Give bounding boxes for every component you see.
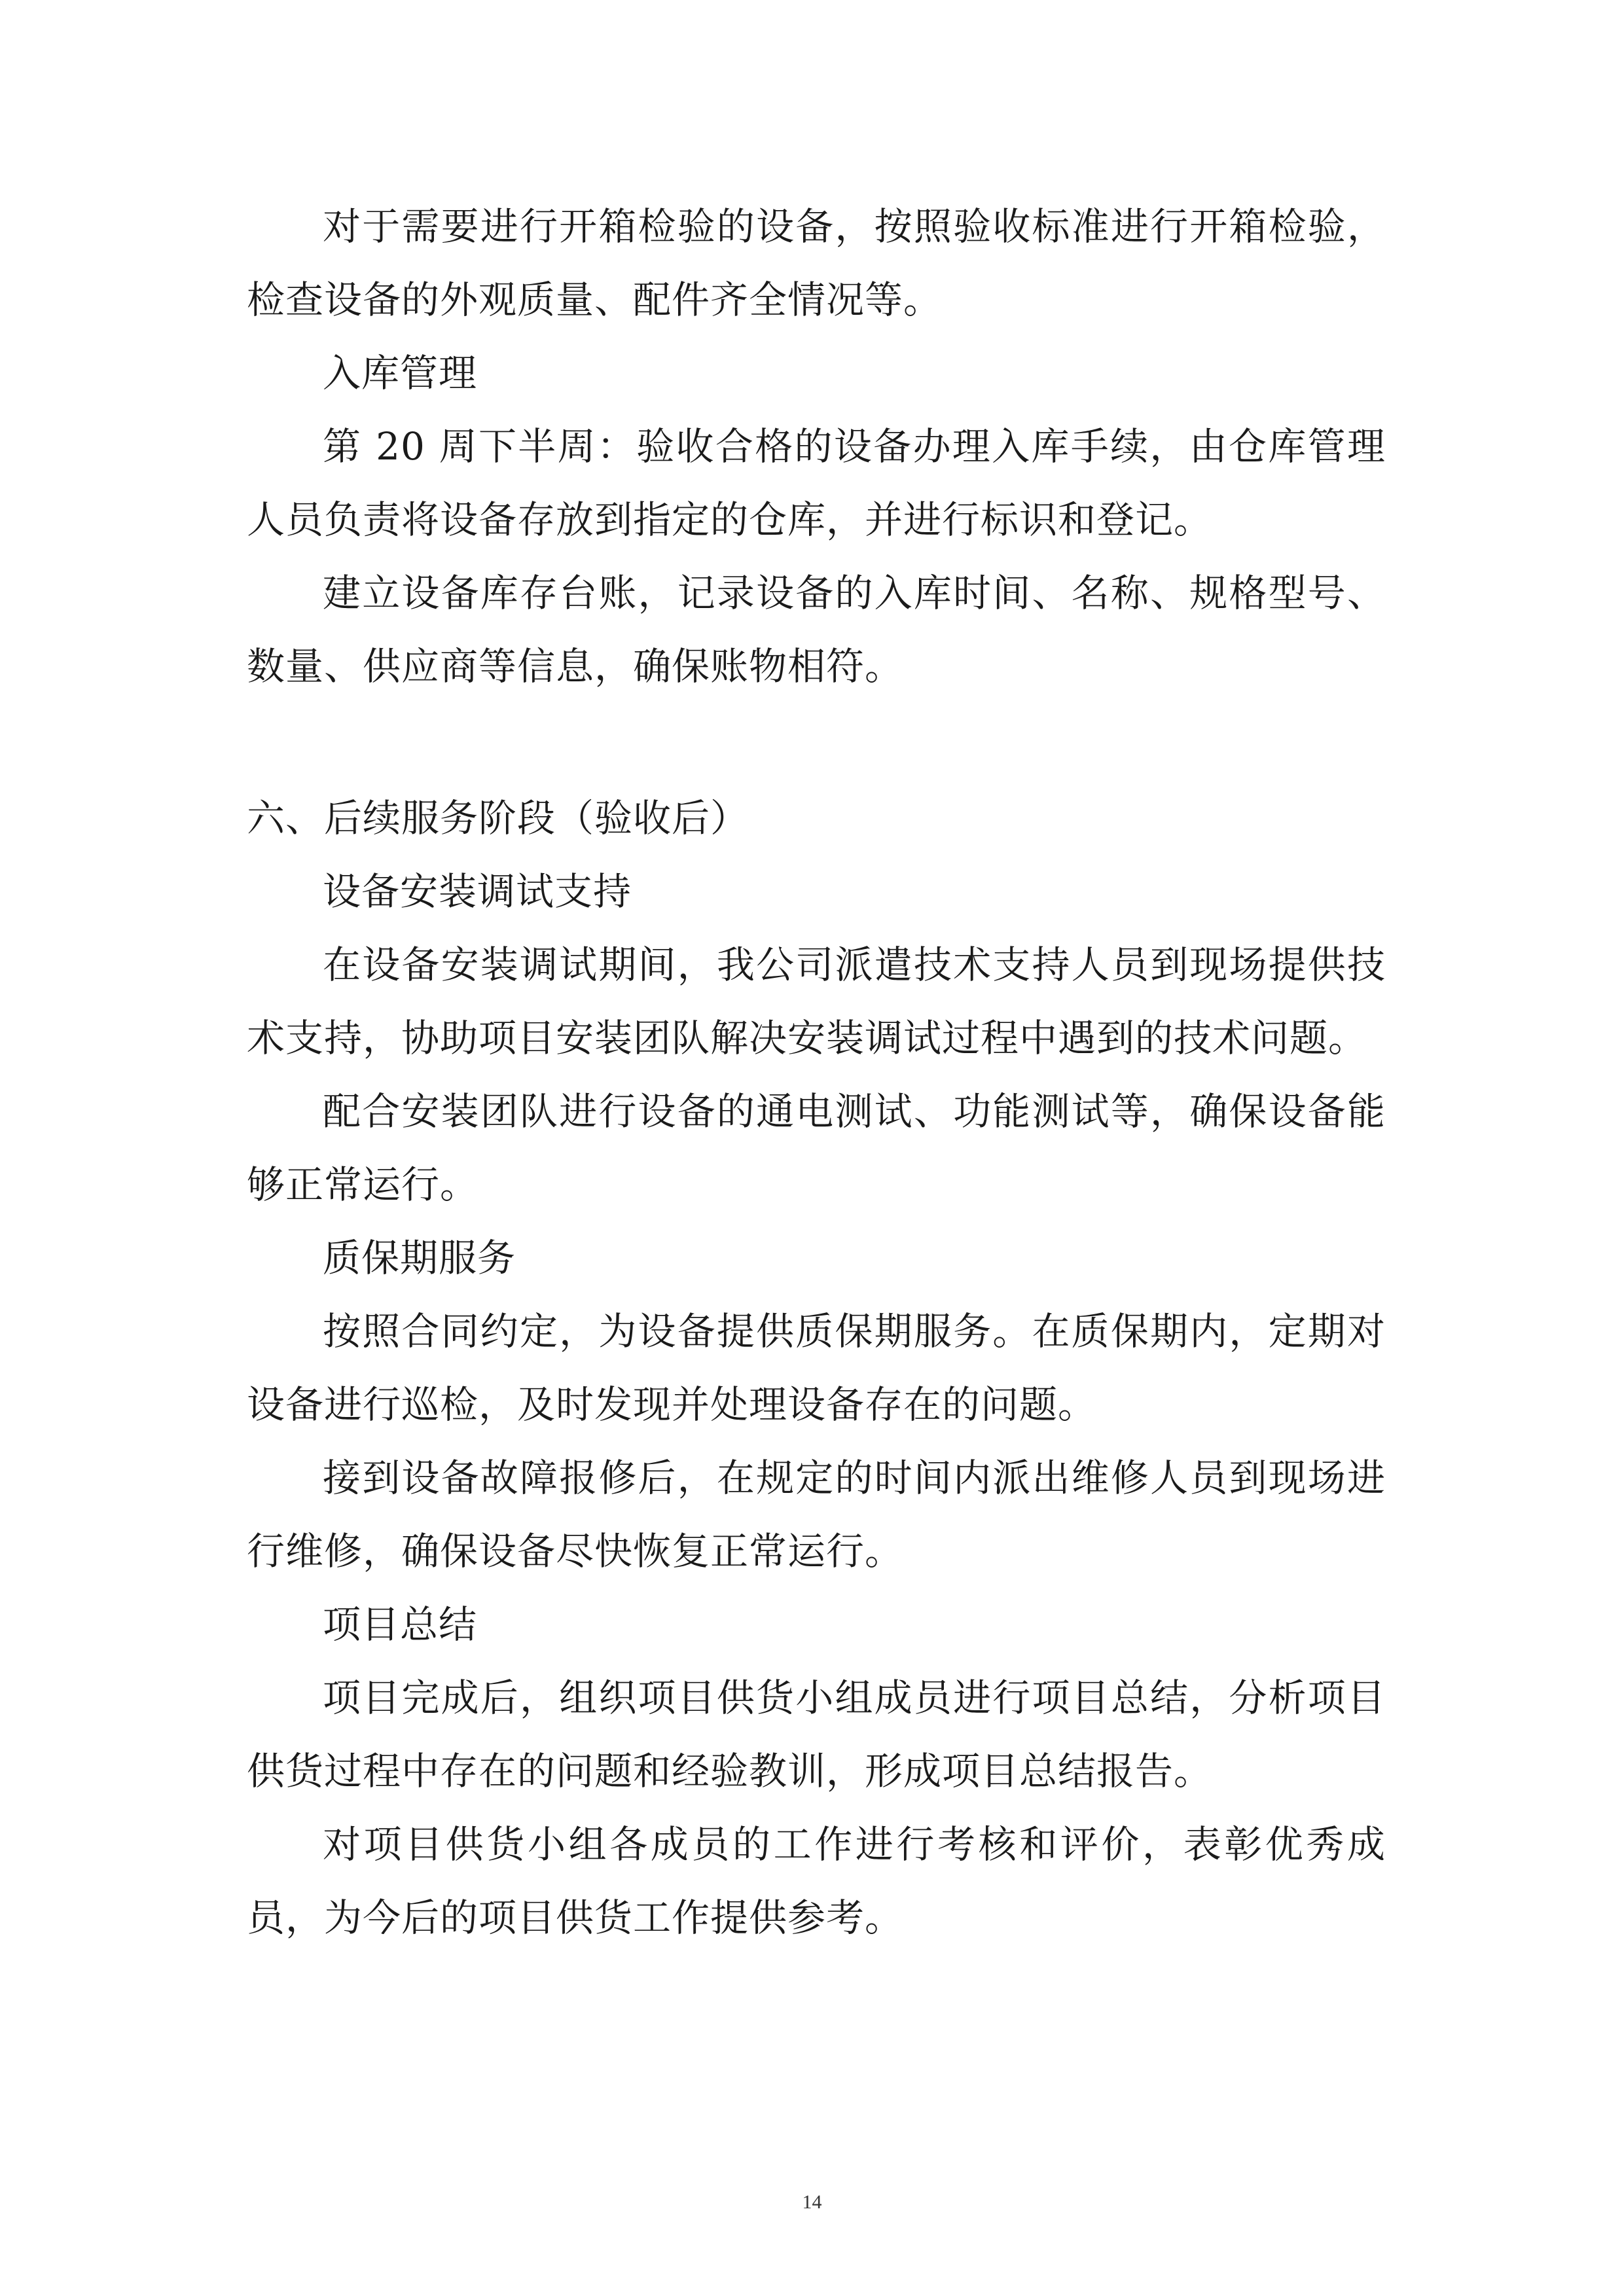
section-subheading: 设备安装调试支持	[323, 869, 632, 914]
paragraph: 对于需要进行开箱检验的设备，按照验收标准进行开箱检验，检查设备的外观质量、配件齐全情况等。	[247, 204, 1386, 322]
section-subheading: 入库管理	[323, 351, 478, 395]
paragraph: 第 20 周下半周：验收合格的设备办理入库手续，由仓库管理人员负责将设备存放到指定的仓库，并进行标识和登记。	[247, 424, 1386, 542]
paragraph: 接到设备故障报修后，在规定的时间内派出维修人员到现场进行维修，确保设备尽快恢复正常运行。	[247, 1456, 1386, 1573]
section-gap	[247, 703, 1386, 781]
paragraph: 在设备安装调试期间，我公司派遣技术支持人员到现场提供技术支持，协助项目安装团队解决安装调试过程中遇到的技术问题。	[247, 942, 1386, 1060]
paragraph: 按照合同约定，为设备提供质保期服务。在质保期内，定期对设备进行巡检，及时发现并处理设备存在的问题。	[247, 1309, 1386, 1427]
paragraph: 对项目供货小组各成员的工作进行考核和评价，表彰优秀成员，为今后的项目供货工作提供参考。	[247, 1822, 1386, 1940]
section-heading: 六、后续服务阶段（验收后）	[247, 796, 749, 840]
section-subheading: 质保期服务	[323, 1236, 516, 1280]
paragraph: 建立设备库存台账，记录设备的入库时间、名称、规格型号、数量、供应商等信息，确保账物相符。	[247, 571, 1386, 689]
page-number: 14	[802, 2191, 822, 2213]
document-body	[247, 190, 1386, 1954]
paragraph: 配合安装团队进行设备的通电测试、功能测试等，确保设备能够正常运行。	[247, 1089, 1386, 1207]
paragraph: 项目完成后，组织项目供货小组成员进行项目总结，分析项目供货过程中存在的问题和经验教训，形成项目总结报告。	[247, 1676, 1386, 1793]
section-subheading: 项目总结	[323, 1602, 478, 1647]
